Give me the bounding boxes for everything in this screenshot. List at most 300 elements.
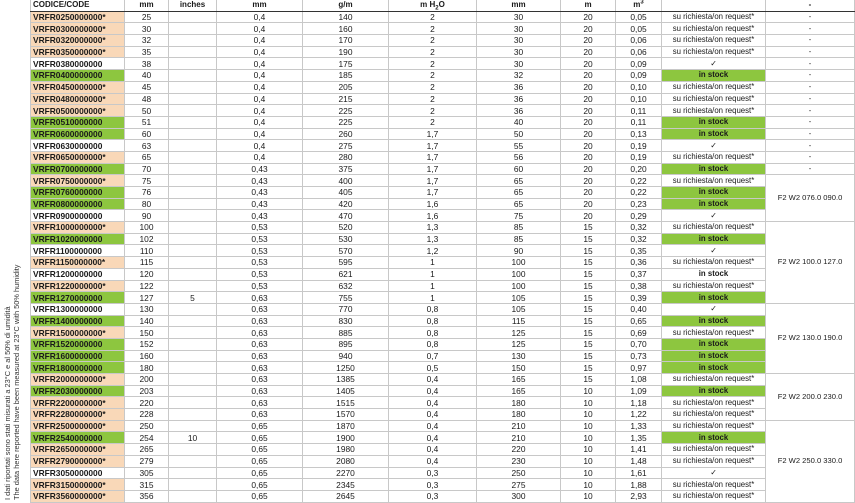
thickness-mm-cell: 0,65 [217,479,303,491]
volume-cell: 0,22 [616,187,662,199]
pressure-cell: 0,3 [389,479,477,491]
pressure-cell: 1,7 [389,163,477,175]
diameter-mm-cell: 76 [125,187,169,199]
availability-cell: in stock [662,268,766,280]
code-cell: VRFR1150000000* [31,257,125,269]
volume-cell: 0,10 [616,81,662,93]
code-cell: VRFR2030000000 [31,385,125,397]
table-row [31,151,855,163]
availability-cell: su richiesta/on request* [662,151,766,163]
diameter-mm-cell: 50 [125,105,169,117]
diameter-mm-cell: 356 [125,490,169,502]
diameter-mm-cell: 51 [125,116,169,128]
inches-cell [169,46,217,58]
volume-cell: 0,22 [616,175,662,187]
length-m-cell: 20 [561,116,616,128]
radius-mm-cell: 180 [477,409,561,421]
weight-cell: 140 [303,11,389,23]
diameter-mm-cell: 63 [125,140,169,152]
availability-cell: in stock [662,128,766,140]
availability-cell: su richiesta/on request* [662,455,766,467]
thickness-mm-cell: 0,43 [217,175,303,187]
volume-cell: 0,19 [616,140,662,152]
availability-cell: in stock [662,116,766,128]
table-row [31,397,855,409]
availability-cell: su richiesta/on request* [662,93,766,105]
weight-cell: 830 [303,315,389,327]
radius-mm-cell: 40 [477,116,561,128]
reference-cell: - [766,81,855,93]
pressure-cell: 1,6 [389,198,477,210]
header-inches: inches [169,0,217,11]
code-cell: VRFR0800000000 [31,198,125,210]
weight-cell: 1870 [303,420,389,432]
availability-cell: su richiesta/on request* [662,222,766,234]
thickness-mm-cell: 0,65 [217,444,303,456]
availability-cell: in stock [662,233,766,245]
diameter-mm-cell: 152 [125,338,169,350]
weight-cell: 520 [303,222,389,234]
diameter-mm-cell: 228 [125,409,169,421]
code-cell: VRFR2540000000 [31,432,125,444]
inches-cell [169,222,217,234]
diameter-mm-cell: 65 [125,151,169,163]
availability-cell: su richiesta/on request* [662,175,766,187]
inches-cell [169,350,217,362]
code-cell: VRFR2790000000* [31,455,125,467]
inches-cell [169,70,217,82]
diameter-mm-cell: 70 [125,163,169,175]
weight-cell: 530 [303,233,389,245]
reference-cell: - [766,116,855,128]
length-m-cell: 10 [561,432,616,444]
length-m-cell: 15 [561,292,616,304]
reference-group-cell: F2 W2 076.0 090.0 [766,175,855,222]
table-row [31,257,855,269]
diameter-mm-cell: 40 [125,70,169,82]
reference-cell: - [766,151,855,163]
length-m-cell: 15 [561,362,616,374]
inches-cell [169,490,217,502]
weight-cell: 280 [303,151,389,163]
code-cell: VRFR1600000000 [31,350,125,362]
length-m-cell: 15 [561,350,616,362]
radius-mm-cell: 32 [477,70,561,82]
diameter-mm-cell: 279 [125,455,169,467]
inches-cell: 5 [169,292,217,304]
volume-cell: 0,10 [616,93,662,105]
table-row [31,350,855,362]
availability-cell: su richiesta/on request* [662,397,766,409]
diameter-mm-cell: 30 [125,23,169,35]
pressure-cell: 0,4 [389,374,477,386]
weight-cell: 215 [303,93,389,105]
diameter-mm-cell: 305 [125,467,169,479]
diameter-mm-cell: 122 [125,280,169,292]
code-cell: VRFR1800000000 [31,362,125,374]
code-cell: VRFR0250000000* [31,11,125,23]
weight-cell: 405 [303,187,389,199]
availability-cell: su richiesta/on request* [662,490,766,502]
availability-cell: su richiesta/on request* [662,46,766,58]
weight-cell: 420 [303,198,389,210]
weight-cell: 2080 [303,455,389,467]
code-cell: VRFR0510000000 [31,116,125,128]
header-volume: $m^3$ [616,0,662,11]
thickness-mm-cell: 0,53 [217,280,303,292]
side-note-italian: I dati riportati sono stati misurati a 23°C e al 50% di umidità [3,306,12,500]
availability-cell: su richiesta/on request* [662,409,766,421]
weight-cell: 595 [303,257,389,269]
length-m-cell: 20 [561,23,616,35]
length-m-cell: 20 [561,128,616,140]
weight-cell: 755 [303,292,389,304]
length-m-cell: 20 [561,58,616,70]
code-cell: VRFR0900000000 [31,210,125,222]
thickness-mm-cell: 0,4 [217,151,303,163]
code-cell: VRFR0380000000 [31,58,125,70]
availability-cell: su richiesta/on request* [662,374,766,386]
length-m-cell: 15 [561,268,616,280]
radius-mm-cell: 85 [477,233,561,245]
radius-mm-cell: 125 [477,327,561,339]
diameter-mm-cell: 130 [125,303,169,315]
thickness-mm-cell: 0,4 [217,23,303,35]
radius-mm-cell: 90 [477,245,561,257]
weight-cell: 205 [303,81,389,93]
thickness-mm-cell: 0,65 [217,490,303,502]
header-row [31,0,855,11]
table-row [31,140,855,152]
volume-cell: 0,23 [616,198,662,210]
weight-cell: 1515 [303,397,389,409]
code-cell: VRFR0650000000* [31,151,125,163]
radius-mm-cell: 85 [477,222,561,234]
volume-cell: 1,41 [616,444,662,456]
inches-cell [169,163,217,175]
header-pressure: m $H_2O$ [389,0,477,11]
inches-cell [169,81,217,93]
table-row [31,233,855,245]
length-m-cell: 15 [561,315,616,327]
thickness-mm-cell: 0,43 [217,163,303,175]
volume-cell: 1,48 [616,455,662,467]
thickness-mm-cell: 0,63 [217,409,303,421]
code-cell: VRFR1100000000 [31,245,125,257]
length-m-cell: 10 [561,409,616,421]
weight-cell: 190 [303,46,389,58]
radius-mm-cell: 130 [477,350,561,362]
weight-cell: 632 [303,280,389,292]
length-m-cell: 20 [561,46,616,58]
code-cell: VRFR0500000000* [31,105,125,117]
length-m-cell: 20 [561,81,616,93]
volume-cell: 1,33 [616,420,662,432]
diameter-mm-cell: 265 [125,444,169,456]
pressure-cell: 1,6 [389,210,477,222]
weight-cell: 1405 [303,385,389,397]
weight-cell: 275 [303,140,389,152]
inches-cell [169,151,217,163]
thickness-mm-cell: 0,65 [217,467,303,479]
length-m-cell: 15 [561,233,616,245]
radius-mm-cell: 55 [477,140,561,152]
table-row [31,198,855,210]
code-cell: VRFR2650000000* [31,444,125,456]
availability-cell: in stock [662,385,766,397]
length-m-cell: 10 [561,455,616,467]
code-cell: VRFR0300000000* [31,23,125,35]
length-m-cell: 20 [561,198,616,210]
table-row [31,338,855,350]
length-m-cell: 20 [561,210,616,222]
table-row [31,280,855,292]
inches-cell [169,374,217,386]
radius-mm-cell: 60 [477,163,561,175]
diameter-mm-cell: 80 [125,198,169,210]
diameter-mm-cell: 100 [125,222,169,234]
availability-cell: in stock [662,432,766,444]
reference-cell: - [766,128,855,140]
volume-cell: 0,39 [616,292,662,304]
radius-mm-cell: 220 [477,444,561,456]
radius-mm-cell: 30 [477,35,561,47]
volume-cell: 0,32 [616,233,662,245]
pressure-cell: 0,4 [389,385,477,397]
radius-mm-cell: 36 [477,93,561,105]
thickness-mm-cell: 0,63 [217,374,303,386]
pressure-cell: 0,4 [389,420,477,432]
diameter-mm-cell: 75 [125,175,169,187]
radius-mm-cell: 36 [477,81,561,93]
length-m-cell: 20 [561,70,616,82]
reference-group-cell: F2 W2 130.0 190.0 [766,303,855,373]
radius-mm-cell: 100 [477,257,561,269]
radius-mm-cell: 30 [477,58,561,70]
code-cell: VRFR1500000000* [31,327,125,339]
inches-cell [169,327,217,339]
weight-cell: 895 [303,338,389,350]
inches-cell [169,455,217,467]
diameter-mm-cell: 315 [125,479,169,491]
code-cell: VRFR0600000000 [31,128,125,140]
volume-cell: 0,65 [616,315,662,327]
weight-cell: 570 [303,245,389,257]
length-m-cell: 15 [561,327,616,339]
reference-cell: - [766,93,855,105]
inches-cell [169,467,217,479]
header-reference: - [766,0,855,11]
code-cell: VRFR0630000000 [31,140,125,152]
thickness-mm-cell: 0,53 [217,222,303,234]
header-length-m: m [561,0,616,11]
table-row [31,128,855,140]
availability-cell: su richiesta/on request* [662,444,766,456]
pressure-cell: 1,7 [389,175,477,187]
availability-cell: su richiesta/on request* [662,23,766,35]
weight-cell: 175 [303,58,389,70]
inches-cell [169,93,217,105]
thickness-mm-cell: 0,4 [217,116,303,128]
diameter-mm-cell: 127 [125,292,169,304]
weight-cell: 1385 [303,374,389,386]
diameter-mm-cell: 60 [125,128,169,140]
thickness-mm-cell: 0,63 [217,315,303,327]
radius-mm-cell: 165 [477,374,561,386]
inches-cell [169,303,217,315]
diameter-mm-cell: 110 [125,245,169,257]
table-row [31,362,855,374]
code-cell: VRFR1400000000 [31,315,125,327]
pressure-cell: 1,2 [389,245,477,257]
code-cell: VRFR2500000000* [31,420,125,432]
weight-cell: 1570 [303,409,389,421]
table-row [31,222,855,234]
weight-cell: 1900 [303,432,389,444]
thickness-mm-cell: 0,63 [217,362,303,374]
thickness-mm-cell: 0,53 [217,268,303,280]
radius-mm-cell: 165 [477,385,561,397]
code-cell: VRFR1020000000 [31,233,125,245]
volume-cell: 0,29 [616,210,662,222]
availability-cell: ✓ [662,58,766,70]
code-cell: VRFR0750000000* [31,175,125,187]
inches-cell [169,338,217,350]
diameter-mm-cell: 32 [125,35,169,47]
weight-cell: 185 [303,70,389,82]
volume-cell: 1,88 [616,479,662,491]
reference-cell: - [766,46,855,58]
thickness-mm-cell: 0,4 [217,81,303,93]
pressure-cell: 2 [389,70,477,82]
radius-mm-cell: 210 [477,432,561,444]
pressure-cell: 1 [389,280,477,292]
diameter-mm-cell: 203 [125,385,169,397]
thickness-mm-cell: 0,4 [217,105,303,117]
pressure-cell: 0,8 [389,303,477,315]
radius-mm-cell: 105 [477,303,561,315]
weight-cell: 885 [303,327,389,339]
thickness-mm-cell: 0,53 [217,233,303,245]
code-cell: VRFR2000000000* [31,374,125,386]
radius-mm-cell: 275 [477,479,561,491]
code-cell: VRFR3050000000 [31,467,125,479]
header-availability [662,0,766,11]
diameter-mm-cell: 180 [125,362,169,374]
table-row [31,490,855,502]
length-m-cell: 15 [561,257,616,269]
volume-cell: 0,70 [616,338,662,350]
weight-cell: 2345 [303,479,389,491]
inches-cell [169,233,217,245]
volume-cell: 0,40 [616,303,662,315]
reference-group-cell: F2 W2 250.0 330.0 [766,420,855,502]
thickness-mm-cell: 0,4 [217,11,303,23]
inches-cell [169,198,217,210]
radius-mm-cell: 115 [477,315,561,327]
weight-cell: 940 [303,350,389,362]
diameter-mm-cell: 220 [125,397,169,409]
table-row [31,268,855,280]
inches-cell [169,268,217,280]
header-thickness-mm: mm [217,0,303,11]
inches-cell [169,479,217,491]
pressure-cell: 0,4 [389,432,477,444]
length-m-cell: 10 [561,479,616,491]
thickness-mm-cell: 0,4 [217,70,303,82]
weight-cell: 375 [303,163,389,175]
thickness-mm-cell: 0,63 [217,292,303,304]
availability-cell: su richiesta/on request* [662,35,766,47]
table-row [31,93,855,105]
pressure-cell: 2 [389,105,477,117]
pressure-cell: 1 [389,268,477,280]
pressure-cell: 0,4 [389,409,477,421]
inches-cell: 10 [169,432,217,444]
inches-cell [169,257,217,269]
radius-mm-cell: 30 [477,11,561,23]
radius-mm-cell: 30 [477,23,561,35]
inches-cell [169,385,217,397]
weight-cell: 1250 [303,362,389,374]
volume-cell: 0,13 [616,128,662,140]
code-cell: VRFR3560000000* [31,490,125,502]
length-m-cell: 20 [561,175,616,187]
reference-cell: - [766,140,855,152]
table-row [31,315,855,327]
inches-cell [169,128,217,140]
diameter-mm-cell: 160 [125,350,169,362]
diameter-mm-cell: 90 [125,210,169,222]
table-row [31,303,855,315]
table-row [31,327,855,339]
availability-cell: su richiesta/on request* [662,81,766,93]
header-weight: g/m [303,0,389,11]
thickness-mm-cell: 0,43 [217,210,303,222]
availability-cell: ✓ [662,210,766,222]
header-diameter-mm: mm [125,0,169,11]
code-cell: VRFR1270000000 [31,292,125,304]
reference-group-cell: F2 W2 200.0 230.0 [766,374,855,421]
radius-mm-cell: 56 [477,151,561,163]
weight-cell: 621 [303,268,389,280]
diameter-mm-cell: 25 [125,11,169,23]
volume-cell: 0,19 [616,151,662,163]
thickness-mm-cell: 0,63 [217,385,303,397]
radius-mm-cell: 125 [477,338,561,350]
inches-cell [169,58,217,70]
code-cell: VRFR1520000000 [31,338,125,350]
availability-cell: in stock [662,350,766,362]
pressure-cell: 0,5 [389,362,477,374]
radius-mm-cell: 65 [477,187,561,199]
availability-cell: in stock [662,315,766,327]
table-row [31,444,855,456]
volume-cell: 1,08 [616,374,662,386]
radius-mm-cell: 75 [477,210,561,222]
header-radius-mm: mm [477,0,561,11]
length-m-cell: 15 [561,374,616,386]
pressure-cell: 0,8 [389,338,477,350]
table-row [31,245,855,257]
inches-cell [169,35,217,47]
pressure-cell: 2 [389,23,477,35]
volume-cell: 1,61 [616,467,662,479]
thickness-mm-cell: 0,53 [217,257,303,269]
length-m-cell: 20 [561,187,616,199]
thickness-mm-cell: 0,4 [217,35,303,47]
volume-cell: 1,22 [616,409,662,421]
